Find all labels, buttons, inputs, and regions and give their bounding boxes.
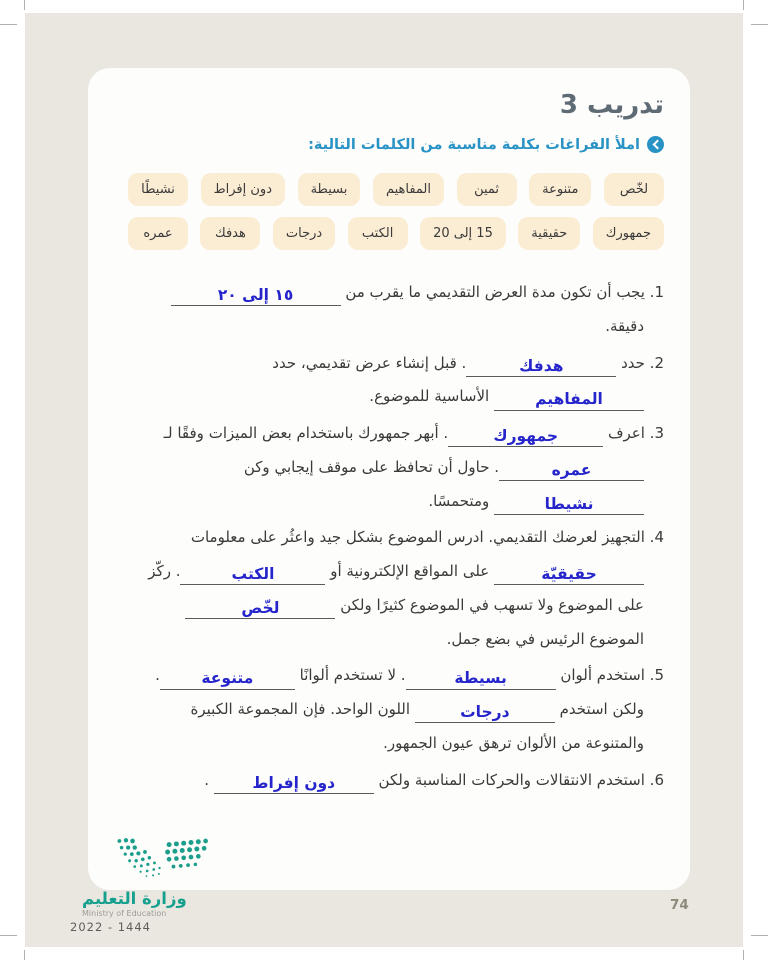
sentence-text: . أبهر جمهورك باستخدام بعض الميزات وفقًا لـ [163, 424, 449, 442]
crop-mark [0, 935, 17, 936]
blank-answer: دون إفراط [252, 773, 336, 792]
paper-background [25, 13, 743, 947]
sentence-text: اللون الواحد. فإن المجموعة الكبيرة والمتنوعة من الألوان ترهق عيون الجمهور. [190, 700, 644, 752]
sentence-text: 2. حدد [616, 353, 664, 372]
sentence-text: . لا تستخدم ألوانًا [294, 666, 406, 685]
sentence [128, 521, 664, 656]
sentence-text: . حاول أن تحافظ على موقف إيجابي وكن [243, 457, 499, 476]
chevron-left-circle-icon [647, 136, 664, 153]
fill-blank [214, 774, 374, 794]
word-bank-chip: نشيطًا [128, 173, 188, 206]
instruction-text: املأ الفراغات بكلمة مناسبة من الكلمات التالية: [308, 136, 640, 153]
fill-blank [160, 669, 295, 689]
sentence-text: على المواقع الإلكترونية أو [325, 562, 494, 580]
fill-blank [406, 669, 556, 689]
sentence-text: الأساسية للموضوع. [369, 387, 494, 406]
ministry-name-english: Ministry of Education [82, 909, 167, 918]
ministry-logo-dots-icon [115, 835, 210, 885]
fill-blank [185, 599, 335, 619]
sentence-text: ومتحمسًا. [428, 491, 494, 510]
sentence-text: . [204, 770, 214, 789]
fill-blank [171, 286, 341, 306]
fill-blank [180, 565, 325, 585]
word-bank-chip: درجات [273, 217, 335, 250]
crop-mark [0, 24, 17, 25]
fill-blank [499, 461, 644, 481]
crop-mark [751, 24, 768, 25]
word-bank-chip: المفاهيم [373, 173, 444, 206]
blank-answer: لخّص [241, 598, 280, 617]
word-bank-chip: متنوعة [529, 173, 591, 206]
word-bank-chip: بسيطة [298, 173, 361, 206]
word-bank-chip: جمهورك [593, 217, 664, 250]
fill-blank [466, 357, 616, 377]
blank-answer: نشيطا [544, 494, 594, 513]
edition-year: 2022 - 1444 [70, 920, 151, 934]
exercise-card [88, 68, 690, 890]
word-bank-chip: هدفك [200, 217, 260, 250]
sentence [128, 764, 664, 798]
fill-blank [494, 565, 644, 585]
crop-mark [751, 935, 768, 936]
sentence [128, 347, 664, 415]
blank-answer: عمره [551, 460, 592, 479]
fill-blank [494, 495, 644, 515]
sentence [128, 417, 664, 518]
crop-mark [24, 0, 25, 10]
crop-mark [24, 950, 25, 960]
sentence-text: . قبل إنشاء عرض تقديمي، حدد [272, 353, 467, 372]
instruction-row [128, 136, 664, 153]
fill-blank [415, 703, 555, 723]
fill-blank-sentences [128, 276, 664, 797]
ministry-name-arabic: وزارة التعليم [82, 889, 187, 908]
word-bank-chip: عمره [128, 217, 188, 250]
sentence-text: . ولكن استخدم [155, 666, 644, 718]
blank-answer: ١٥ إلى ٢٠ [217, 286, 294, 304]
word-bank-row [128, 217, 664, 250]
blank-answer: متنوعة [201, 669, 254, 688]
blank-answer: بسيطة [454, 669, 507, 688]
crop-mark [743, 950, 744, 960]
word-bank-chip: الكتب [348, 217, 408, 250]
sentence-text: . ركّز على الموضوع ولا تسهب في الموضوع كثيرًا ولكن [148, 562, 644, 614]
sentence-text: الموضوع الرئيس في بضع جمل. [446, 629, 644, 648]
blank-answer: درجات [460, 703, 510, 721]
sentence-text: 1. يجب أن تكون مدة العرض التقديمي ما يقرب من [340, 283, 664, 301]
sentence-text: 5. استخدم ألوان [555, 666, 664, 685]
word-bank [128, 173, 664, 250]
page-number: 74 [670, 897, 689, 913]
blank-answer: هدفك [519, 356, 564, 375]
fill-blank [448, 427, 603, 447]
word-bank-chip: 15 إلى 20 [420, 217, 506, 250]
sentence [128, 659, 664, 760]
sentence-text: 3. اعرف [603, 424, 664, 442]
word-bank-chip: ثمين [457, 173, 517, 206]
word-bank-chip: حقيقية [518, 217, 580, 250]
sentence-text: دقيقة. [605, 316, 644, 335]
word-bank-chip: دون إفراط [201, 173, 285, 206]
blank-answer: حقيقيّة [541, 565, 597, 583]
ministry-logo [70, 835, 230, 934]
crop-mark [743, 0, 744, 10]
blank-answer: المفاهيم [535, 390, 603, 409]
blank-answer: جمهورك [493, 427, 559, 445]
sentence [128, 276, 664, 344]
sentence-text: 6. استخدم الانتقالات والحركات المناسبة ولكن [373, 770, 664, 789]
word-bank-row [128, 173, 664, 206]
fill-blank [494, 390, 644, 410]
word-bank-chip: لخّص [604, 173, 664, 206]
exercise-title: تدريب 3 [559, 90, 664, 120]
sentence-text: 4. التجهيز لعرضك التقديمي. ادرس الموضوع بشكل جيد واعثُر على معلومات [190, 528, 664, 547]
blank-answer: الكتب [231, 565, 275, 583]
